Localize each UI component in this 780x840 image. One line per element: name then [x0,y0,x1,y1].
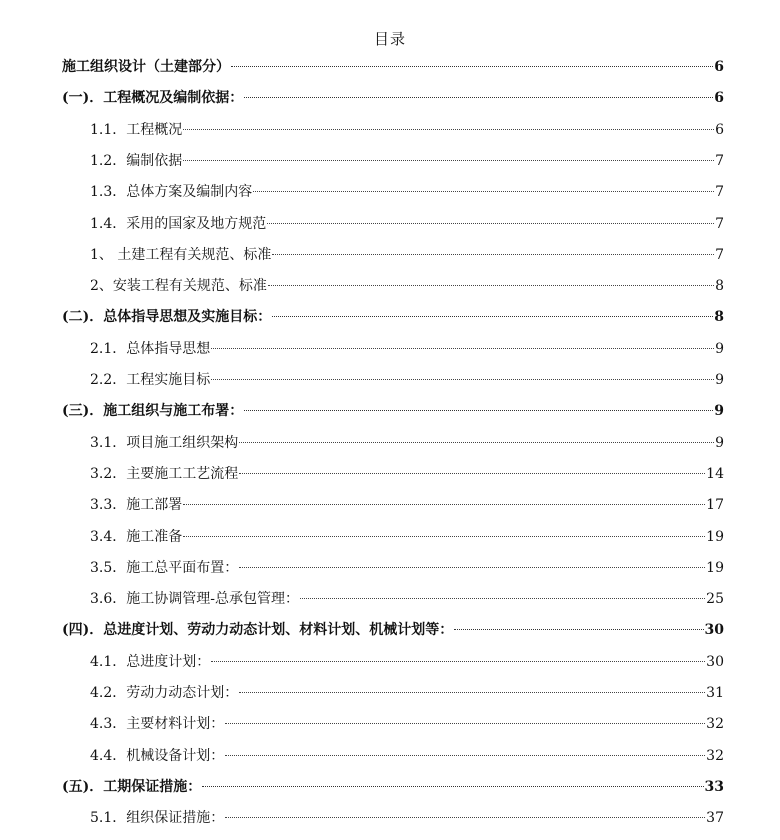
toc-subsection-entry[interactable] [90,275,724,297]
toc-dot-leader [239,692,705,693]
toc-page-number: 7 [715,246,724,263]
toc-entry-label: 2.1．总体指导思想 [90,340,211,357]
toc-dot-leader [202,786,703,787]
toc-title: 目录 [373,30,406,48]
toc-dot-leader [267,223,714,224]
toc-entry-label: 1.3．总体方案及编制内容 [90,184,253,201]
toc-dot-leader [211,379,714,380]
toc-subsection-entry[interactable] [90,119,724,141]
toc-dot-leader [231,66,713,67]
toc-subsection-entry[interactable] [90,150,724,172]
toc-dot-leader [183,504,705,505]
toc-page-number: 6 [714,59,724,75]
toc-dot-leader [244,410,713,411]
toc-dot-leader [272,316,713,317]
toc-section-entry[interactable] [62,306,724,328]
toc-page-number: 9 [715,434,724,451]
toc-entry-label: 4.4．机械设备计划： [90,747,225,764]
toc-dot-leader [239,442,714,443]
toc-subsection-entry[interactable] [90,181,724,203]
toc-subsection-entry[interactable] [90,682,724,704]
toc-page-number: 33 [704,778,724,795]
toc-entry-label: 3.3．施工部署 [90,497,183,514]
toc-page-number: 17 [706,497,724,514]
toc-page-number: 6 [715,121,724,138]
toc-page-number: 32 [706,716,724,733]
toc-section-entry[interactable] [62,56,724,78]
toc-page-number: 6 [714,90,724,107]
toc-page-number: 31 [706,685,724,701]
toc-entry-label: (三)．施工组织与施工布署： [62,403,244,420]
toc-entry-label: (五)．工期保证措施： [62,778,202,795]
toc-page-number: 9 [714,403,724,420]
toc-entry-label: 1.2．编制依据 [90,152,183,169]
toc-page-number: 7 [715,215,724,232]
toc-subsection-entry[interactable] [90,588,724,610]
toc-subsection-entry[interactable] [90,463,724,485]
toc-subsection-entry[interactable] [90,807,724,829]
toc-entry-label: 1.4．采用的国家及地方规范 [90,215,267,232]
toc-subsection-entry[interactable] [90,244,724,266]
toc-page-number: 19 [706,528,724,545]
toc-page-number: 30 [706,653,724,670]
toc-page-number: 30 [704,622,724,639]
toc-dot-leader [183,129,714,130]
toc-section-entry[interactable] [62,87,724,109]
toc-entry-label: (四)．总进度计划、劳动力动态计划、材料计划、机械计划等： [62,622,454,639]
toc-entry-label: (二)．总体指导思想及实施目标： [62,309,272,326]
toc-dot-leader [211,348,714,349]
toc-entry-label: 1、 土建工程有关规范、标准 [90,246,272,263]
toc-page-number: 9 [715,340,724,357]
toc-entry-label: 3.4．施工准备 [90,528,183,545]
toc-dot-leader [239,473,705,474]
toc-page-number: 9 [715,372,724,388]
toc-subsection-entry[interactable] [90,213,724,235]
toc-subsection-entry[interactable] [90,745,724,767]
toc-entry-label: 3.2．主要施工工艺流程 [90,465,239,482]
toc-entry-label: 4.1．总进度计划： [90,653,211,670]
toc-page-number: 8 [715,278,724,295]
toc-dot-leader [183,536,705,537]
toc-page-number: 7 [715,152,724,169]
toc-entry-label: 3.6．施工协调管理-总承包管理： [90,591,299,608]
toc-subsection-entry[interactable] [90,369,724,391]
toc-subsection-entry[interactable] [90,494,724,516]
toc-entry-label: 4.2．劳动力动态计划： [90,685,239,701]
toc-dot-leader [244,97,713,98]
toc-entry-label: (一)．工程概况及编制依据： [62,90,244,107]
toc-entry-label: 3.1．项目施工组织架构 [90,434,239,451]
toc-dot-leader [300,598,705,599]
toc-subsection-entry[interactable] [90,338,724,360]
toc-page-number: 8 [714,309,724,326]
toc-subsection-entry[interactable] [90,432,724,454]
toc-section-entry[interactable] [62,619,724,641]
toc-entry-label: 1.1．工程概况 [90,121,183,138]
toc-entry-label: 2、安装工程有关规范、标准 [90,278,267,295]
toc-dot-leader [225,723,705,724]
toc-subsection-entry[interactable] [90,713,724,735]
toc-dot-leader [183,160,714,161]
toc-entry-label: 施工组织设计（土建部分） [62,59,230,75]
toc-entry-label: 3.5．施工总平面布置： [90,559,239,576]
toc-page-number: 7 [715,184,724,201]
toc-subsection-entry[interactable] [90,557,724,579]
toc-subsection-entry[interactable] [90,526,724,548]
toc-dot-leader [225,817,705,818]
toc-dot-leader [253,191,714,192]
toc-dot-leader [272,254,714,255]
toc-page-number: 14 [706,465,724,482]
toc-page-number: 25 [706,591,724,608]
toc-page-number: 37 [706,810,724,827]
toc-section-entry[interactable] [62,400,724,422]
toc-entry-label: 5.1．组织保证措施： [90,810,225,827]
toc-dot-leader [454,629,703,630]
toc-section-entry[interactable] [62,776,724,798]
toc-dot-leader [211,661,705,662]
toc-entry-label: 4.3．主要材料计划： [90,716,225,733]
toc-entry-label: 2.2．工程实施目标 [90,372,211,388]
toc-dot-leader [225,755,705,756]
toc-dot-leader [268,285,714,286]
toc-page-number: 32 [706,747,724,764]
toc-dot-leader [239,567,705,568]
toc-subsection-entry[interactable] [90,651,724,673]
toc-page-number: 19 [706,559,724,576]
